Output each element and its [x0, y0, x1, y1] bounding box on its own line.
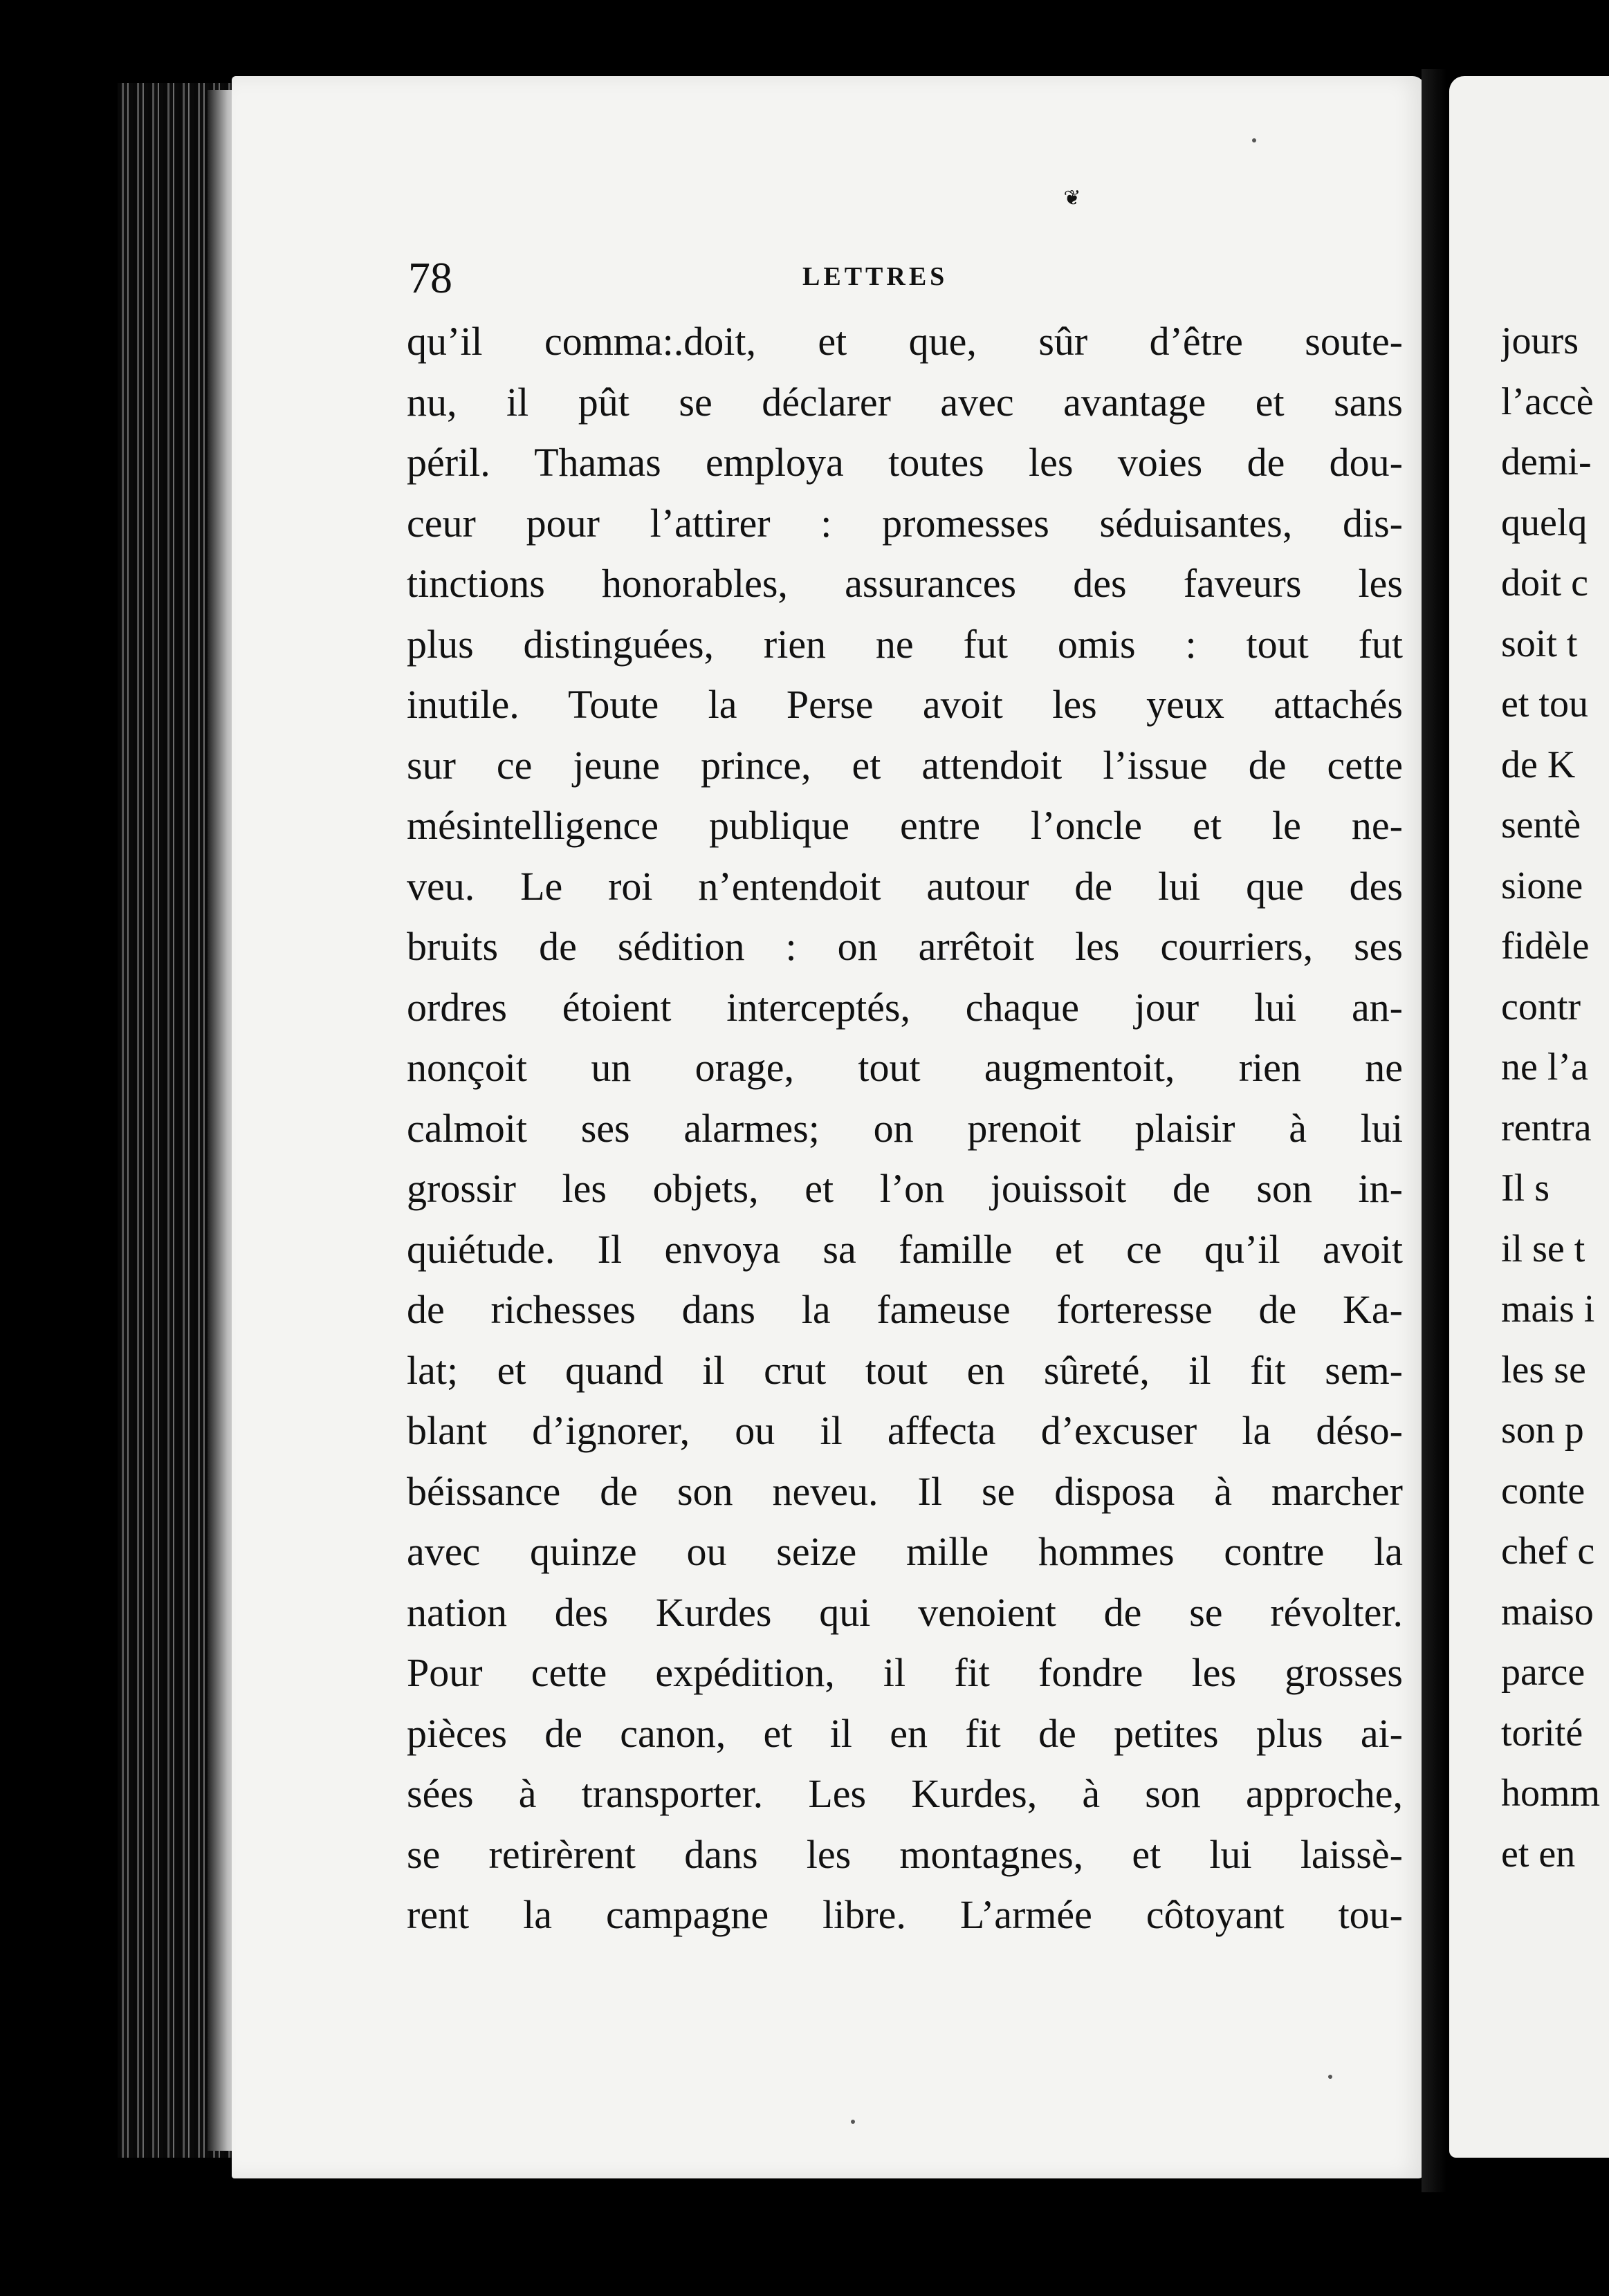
text-line: ordres étoient interceptés, chaque jour lui an-	[407, 984, 1403, 1030]
right-text-line: contr	[1501, 985, 1581, 1028]
text-line: nonçoit un orage, tout augmentoit, rien ne	[407, 1045, 1403, 1090]
right-text-line: quelq	[1501, 501, 1588, 544]
text-line: se retirèrent dans les montagnes, et lui laissè-	[407, 1831, 1403, 1877]
text-line: mésintelligence publique entre l’oncle et le ne-	[407, 803, 1403, 848]
right-text-line: soit t	[1501, 622, 1578, 665]
right-text-line: rentra	[1501, 1106, 1592, 1149]
text-line: bruits de sédition : on arrêtoit les courriers, ses	[407, 924, 1403, 969]
right-text-line: ne l’a	[1501, 1046, 1588, 1089]
text-line: qu’il comma:.doit, et que, sûr d’être soute-	[407, 319, 1403, 364]
right-text-line: conte	[1501, 1469, 1585, 1512]
text-line: plus distinguées, rien ne fut omis : tout fut	[407, 621, 1403, 667]
right-text-line: doit c	[1501, 562, 1588, 604]
right-text-line: Il s	[1501, 1167, 1550, 1210]
right-text-line: demi-	[1501, 441, 1592, 483]
text-line: sur ce jeune prince, et attendoit l’issue de cette	[407, 742, 1403, 788]
text-line: calmoit ses alarmes; on prenoit plaisir à lui	[407, 1105, 1403, 1151]
text-line: pièces de canon, et il en fit de petites plus ai-	[407, 1710, 1403, 1756]
right-text-line: sione	[1501, 864, 1583, 907]
text-line: blant d’ignorer, ou il affecta d’excuser la déso-	[407, 1408, 1403, 1453]
right-text-line: et tou	[1501, 683, 1588, 725]
body-text	[407, 311, 1403, 1945]
text-line: quiétude. Il envoya sa famille et ce qu’il avoit	[407, 1226, 1403, 1272]
text-line: veu. Le roi n’entendoit autour de lui que des	[407, 863, 1403, 909]
right-text-line: fidèle	[1501, 925, 1590, 968]
right-text-line: il se t	[1501, 1227, 1585, 1270]
text-line: rent la campagne libre. L’armée côtoyant tou-	[407, 1892, 1403, 1937]
text-line: grossir les objets, et l’on jouissoit de son in-	[407, 1166, 1403, 1211]
right-text-line: chef c	[1501, 1530, 1595, 1573]
right-text-line: jours	[1501, 320, 1579, 362]
header-title: LETTRES	[802, 262, 948, 291]
right-text-line: parce	[1501, 1651, 1585, 1694]
right-text-line: les se	[1501, 1348, 1586, 1391]
right-text-line: sentè	[1501, 804, 1581, 846]
right-text-line: torité	[1501, 1711, 1583, 1755]
paper-speck	[1252, 138, 1256, 142]
right-text-line: son p	[1501, 1409, 1584, 1452]
right-text-line: mais i	[1501, 1288, 1595, 1331]
text-line: péril. Thamas employa toutes les voies de dou-	[407, 440, 1403, 485]
text-line: inutile. Toute la Perse avoit les yeux attachés	[407, 682, 1403, 727]
text-line: lat; et quand il crut tout en sûreté, il fit sem-	[407, 1347, 1403, 1393]
text-line: nu, il pût se déclarer avec avantage et sans	[407, 379, 1403, 425]
page-number: 78	[408, 253, 452, 302]
right-text-line: l’accè	[1501, 380, 1594, 423]
paper-speck	[851, 2120, 855, 2124]
right-text-line: maiso	[1501, 1590, 1594, 1633]
text-line: sées à transporter. Les Kurdes, à son approche,	[407, 1771, 1403, 1816]
text-line: avec quinze ou seize mille hommes contre la	[407, 1529, 1403, 1574]
text-line: ceur pour l’attirer : promesses séduisantes, dis-	[407, 500, 1403, 546]
right-text-line: homm	[1501, 1772, 1601, 1815]
right-text-line: et en	[1501, 1832, 1576, 1876]
text-line: tinctions honorables, assurances des faveurs les	[407, 561, 1403, 606]
text-line: de richesses dans la fameuse forteresse de Ka-	[407, 1287, 1403, 1332]
text-line: Pour cette expédition, il fit fondre les grosses	[407, 1650, 1403, 1695]
text-line: nation des Kurdes qui venoient de se révolter.	[407, 1589, 1403, 1635]
text-line: béissance de son neveu. Il se disposa à marcher	[407, 1468, 1403, 1514]
right-page-text	[1501, 311, 1609, 1885]
right-text-line: de K	[1501, 743, 1576, 786]
ornament-icon: ❦	[1063, 187, 1081, 210]
running-head	[408, 253, 1418, 302]
paper-speck	[1328, 2075, 1332, 2079]
